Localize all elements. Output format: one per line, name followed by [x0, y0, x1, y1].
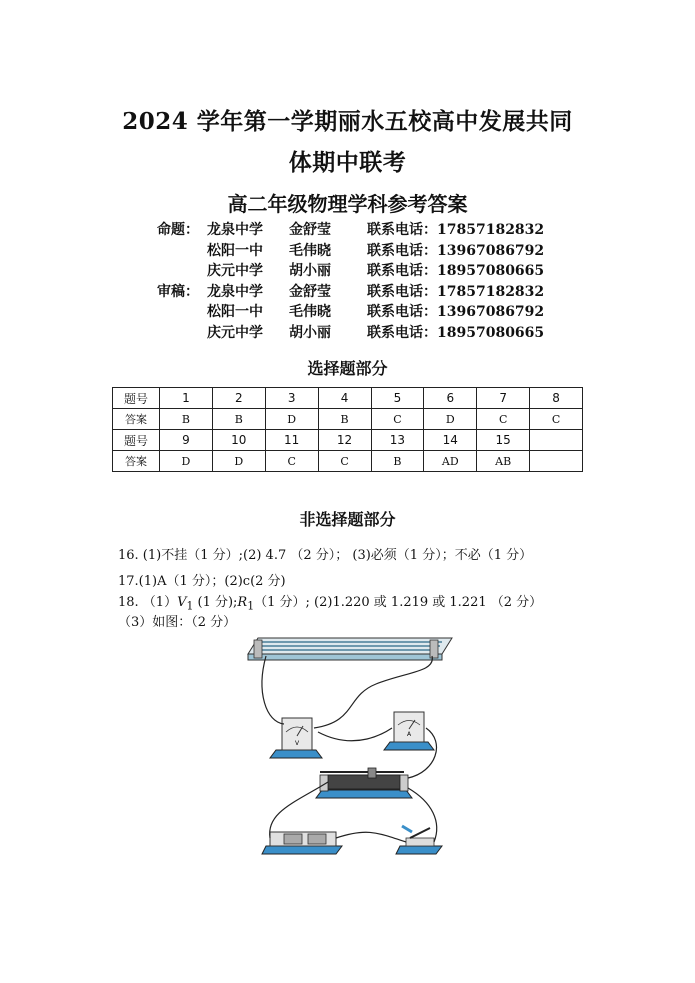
section-title-choice: 选择题部分	[307, 359, 388, 378]
question-number: 1	[160, 388, 213, 409]
table-row-answers	[113, 451, 583, 472]
answer-q17: 17.(1)A（1 分）；(2)c(2 分)	[118, 574, 286, 589]
author-phone: 联系电话：18957080665	[367, 263, 545, 279]
table-row-answers	[113, 409, 583, 430]
q18-voltmeter-symbol: V	[177, 595, 187, 610]
author-school: 松阳一中	[207, 242, 263, 259]
author-name: 金舒莹	[289, 283, 331, 300]
answer-cell: D	[160, 451, 213, 472]
answer-cell: D	[424, 409, 477, 430]
rheostat	[316, 768, 412, 798]
question-number: 7	[477, 388, 530, 409]
question-number: 12	[318, 430, 371, 451]
answer-cell: AD	[424, 451, 477, 472]
answer-q18-part3: （3）如图：（2 分）	[118, 615, 237, 630]
author-phone: 联系电话：17857182832	[367, 222, 545, 238]
page-title-line2: 体期中联考	[288, 149, 407, 176]
q18-mid: (1 分);	[193, 595, 238, 610]
q18-suffix: （1 分）; (2)1.220 或 1.219 或 1.221 （2 分）	[254, 595, 543, 610]
author-school: 庆元中学	[207, 324, 263, 341]
answer-cell: D	[212, 451, 265, 472]
author-school: 松阳一中	[207, 304, 263, 320]
answer-cell: D	[265, 409, 318, 430]
question-number: 11	[265, 430, 318, 451]
answer-q18	[118, 591, 542, 613]
row-header: 题号	[113, 430, 160, 451]
ammeter-label: A	[406, 731, 412, 738]
question-number: 6	[424, 388, 477, 409]
author-phone: 联系电话：18957080665	[367, 324, 545, 341]
answer-cell: C	[318, 451, 371, 472]
question-number: 3	[265, 388, 318, 409]
answer-cell: B	[160, 409, 213, 430]
ammeter	[384, 712, 434, 750]
voltmeter-label: V	[294, 740, 300, 747]
question-number: 15	[477, 430, 530, 451]
q18-resistor-subscript: 1	[247, 599, 255, 613]
author-school: 庆元中学	[207, 263, 263, 279]
author-phone: 联系电话：13967086792	[367, 304, 545, 320]
author-name: 毛伟晓	[289, 304, 331, 320]
author-name: 毛伟晓	[289, 242, 331, 259]
author-name: 金舒莹	[289, 222, 331, 238]
answer-q16: 16. (1)不挂（1 分）;(2) 4.7 （2 分）； (3)必须（1 分）；不必（1 分）	[118, 548, 533, 563]
row-header: 答案	[113, 451, 160, 472]
answer-cell: B	[371, 451, 424, 472]
table-row-numbers	[113, 430, 583, 451]
question-number: 13	[371, 430, 424, 451]
question-number	[530, 430, 583, 451]
question-number: 9	[160, 430, 213, 451]
author-name: 胡小丽	[289, 263, 331, 279]
voltmeter	[270, 718, 322, 758]
table-row-numbers	[113, 388, 583, 409]
question-number: 5	[371, 388, 424, 409]
answer-table	[112, 387, 583, 472]
circuit-diagram	[236, 632, 454, 856]
page-subtitle: 高二年级物理学科参考答案	[227, 192, 468, 216]
answer-cell: C	[477, 409, 530, 430]
question-number: 8	[530, 388, 583, 409]
question-number: 10	[212, 430, 265, 451]
section-title-nonchoice: 非选择题部分	[299, 510, 396, 529]
author-name: 胡小丽	[289, 324, 331, 341]
answer-cell: C	[371, 409, 424, 430]
answer-cell: B	[318, 409, 371, 430]
q18-prefix: 18. （1）	[118, 595, 178, 610]
question-number: 2	[212, 388, 265, 409]
answer-cell: C	[265, 451, 318, 472]
battery	[262, 832, 342, 854]
page-title-line1: 2024 学年第一学期丽水五校高中发展共同	[122, 108, 573, 135]
answer-cell: AB	[477, 451, 530, 472]
author-school: 龙泉中学	[207, 222, 263, 238]
author-school: 龙泉中学	[207, 283, 263, 300]
author-phone: 联系电话：13967086792	[367, 242, 545, 259]
row-header: 答案	[113, 409, 160, 430]
author-phone: 联系电话：17857182832	[367, 283, 545, 300]
question-number: 14	[424, 430, 477, 451]
resistance-wire-board	[248, 638, 452, 660]
author-role: 审稿：	[157, 283, 199, 300]
q18-voltmeter-subscript: 1	[186, 599, 194, 613]
answer-cell	[530, 451, 583, 472]
answer-cell: C	[530, 409, 583, 430]
row-header: 题号	[113, 388, 160, 409]
author-role: 命题：	[157, 222, 199, 238]
answer-cell: B	[212, 409, 265, 430]
q18-resistor-symbol: R	[237, 595, 248, 610]
question-number: 4	[318, 388, 371, 409]
